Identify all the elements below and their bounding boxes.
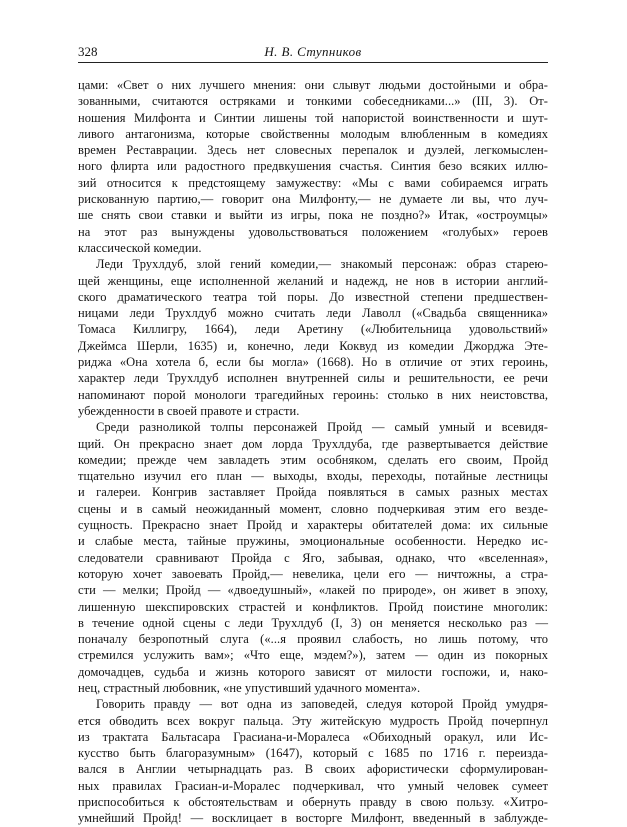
- text-line: нец, страстный любовник, «не упустивший удачного момента».: [78, 680, 421, 695]
- text-line: времен Реставрации. Здесь нет словесных перепалок и дуэлей, легкомыслен-: [78, 143, 548, 158]
- text-line: на этот раз вынуждены удовольствоваться положением «голубых» героев: [78, 224, 548, 239]
- text-line: убежденности в своей правоте и страсти.: [78, 403, 300, 418]
- text-line: стремился услужить вам»; «Что еще, мэдем?»), затем — один из покорных: [78, 648, 548, 663]
- paragraph-first-line: Говорить правду — вот одна из заповедей, следуя которой Пройд умудря-: [96, 697, 548, 712]
- text-line: следователи сравнивают Пройда с Яго, забывая, однако, что «вселенная»,: [78, 550, 548, 565]
- text-line: характер леди Трухлдуб исполнен внутренней силы и решительности, ее речи: [78, 371, 548, 386]
- text-line: Джеймса Шерли, 1635) и, конечно, леди Коквуд из комедии Джорджа Эте-: [78, 338, 548, 353]
- text-line: ливого антагонизма, которые свойственны молодым влюбленным в комедиях: [78, 126, 548, 141]
- text-line: Томаса Киллигру, 1664), леди Аретину («Любительница удовольствий»: [78, 322, 548, 337]
- text-line: напоминают порой монологи трагедийных героинь: столько в них неистовства,: [78, 387, 548, 402]
- text-line: в течение одной сцены с леди Трухлдуб (I, 3) он меняется несколько раз —: [78, 615, 548, 630]
- text-line: тщательно изучил его план — выходы, входы, переходы, потайные лестницы: [78, 469, 548, 484]
- text-line: кусство быть благоразумным» (1647), который с 1685 по 1716 г. переизда-: [78, 746, 548, 761]
- text-line: поначалу безропотный слуга («...я проявил слабость, но лишь потому, что: [78, 632, 548, 647]
- text-line: цами: «Свет о них лучшего мнения: они слывут людьми достойными и обра-: [78, 78, 548, 92]
- text-line: риджа «Она хотела б, если бы могла» (1668). Но в отличие от этих героинь,: [78, 355, 548, 370]
- body-text: [78, 77, 548, 827]
- paragraph-first-line: Среди разноликой толпы персонажей Пройд — самый умный и всевидя-: [96, 420, 548, 435]
- text-line: ется обводить всех вокруг пальца. Эту житейскую мудрость Пройд почерпнул: [78, 713, 548, 728]
- page-number: 328: [78, 44, 98, 59]
- page-header: [78, 42, 548, 63]
- text-line: ше снять свои ставки и выйти из игры, пока не поздно?» Итак, «остроумцы»: [78, 208, 548, 223]
- text-line: ницами леди Трухлдуб можно считать леди Лаволл («Свадьба священника»: [78, 306, 548, 321]
- text-line: ношения Милфонта и Синтии лишены той напористой воинственности и шут-: [78, 110, 548, 125]
- text-line: сущность. Прекрасно знает Пройд и характеры обитателей дома: их сильные: [78, 518, 548, 533]
- text-line: сти — мелки; Пройд — «двоедушный», «лакей по природе», он живет в эпоху,: [78, 583, 548, 598]
- text-line: комедии; прежде чем завладеть этим особняком, сделать его своим, Пройд: [78, 452, 548, 467]
- text-line: зий относится к предстоящему замужеству: «Мы с вами собираемся играть: [78, 175, 548, 190]
- text-line: рискованную партию,— говорит она Милфонту,— не думаете ли вы, что луч-: [78, 192, 548, 207]
- paragraph-first-line: Леди Трухлдуб, злой гений комедии,— знакомый персонаж: образ старею-: [96, 257, 548, 272]
- text-line: зованными, считаются остряками и тонкими собеседниками...» (III, 3). От-: [78, 94, 548, 109]
- text-line: ных правилах Грасиан-и-Моралес подчеркивал, что умный человек сумеет: [78, 778, 548, 793]
- text-line: щей женщины, еще исполненной желаний и надежд, не нов в истории англий-: [78, 273, 548, 288]
- text-line: и галереи. Конгрив заставляет Пройда появляться в самых разных местах: [78, 485, 548, 500]
- text-line: лишенную шекспировских страстей и конфликтов. Пройд поистине многолик:: [78, 599, 548, 614]
- text-line: вался в Англии четырнадцать раз. В своих афористически сформулирован-: [78, 762, 548, 777]
- text-line: домочадцев, судьба и жизнь которого зависят от милости госпожи, и, нако-: [78, 664, 548, 679]
- text-line: ного флирта или радостного предвкушения счастья. Синтия безо всяких иллю-: [78, 159, 548, 174]
- text-line: ского драматического театра той поры. До известной степени предшествен-: [78, 289, 548, 304]
- text-line: щий. Он прекрасно знает дом лорда Трухлдуба, где развертывается действие: [78, 436, 548, 451]
- text-line: классической комедии.: [78, 240, 202, 255]
- text-line: из трактата Бальтасара Грасиана-и-Моралеса «Обиходный оракул, или Ис-: [78, 729, 548, 744]
- text-line: сцены и в самый неожиданный момент, словно подчеркивая этим его везде-: [78, 501, 548, 516]
- text-line: которую хочет завоевать Пройд,— невелика, цели его — ничтожны, а стра-: [78, 566, 548, 581]
- text-line: приспособиться к обстоятельствам и обернуть правду в свою пользу. «Хитро-: [78, 795, 548, 810]
- text-line: умнейший Пройд! — восклицает в восторге Милфонт, введенный в заблужде-: [78, 811, 548, 826]
- running-title: Н. В. Ступников: [264, 44, 362, 59]
- text-line: и слабые места, тайные пружины, эмоциональные особенности. Нередко ис-: [78, 534, 548, 549]
